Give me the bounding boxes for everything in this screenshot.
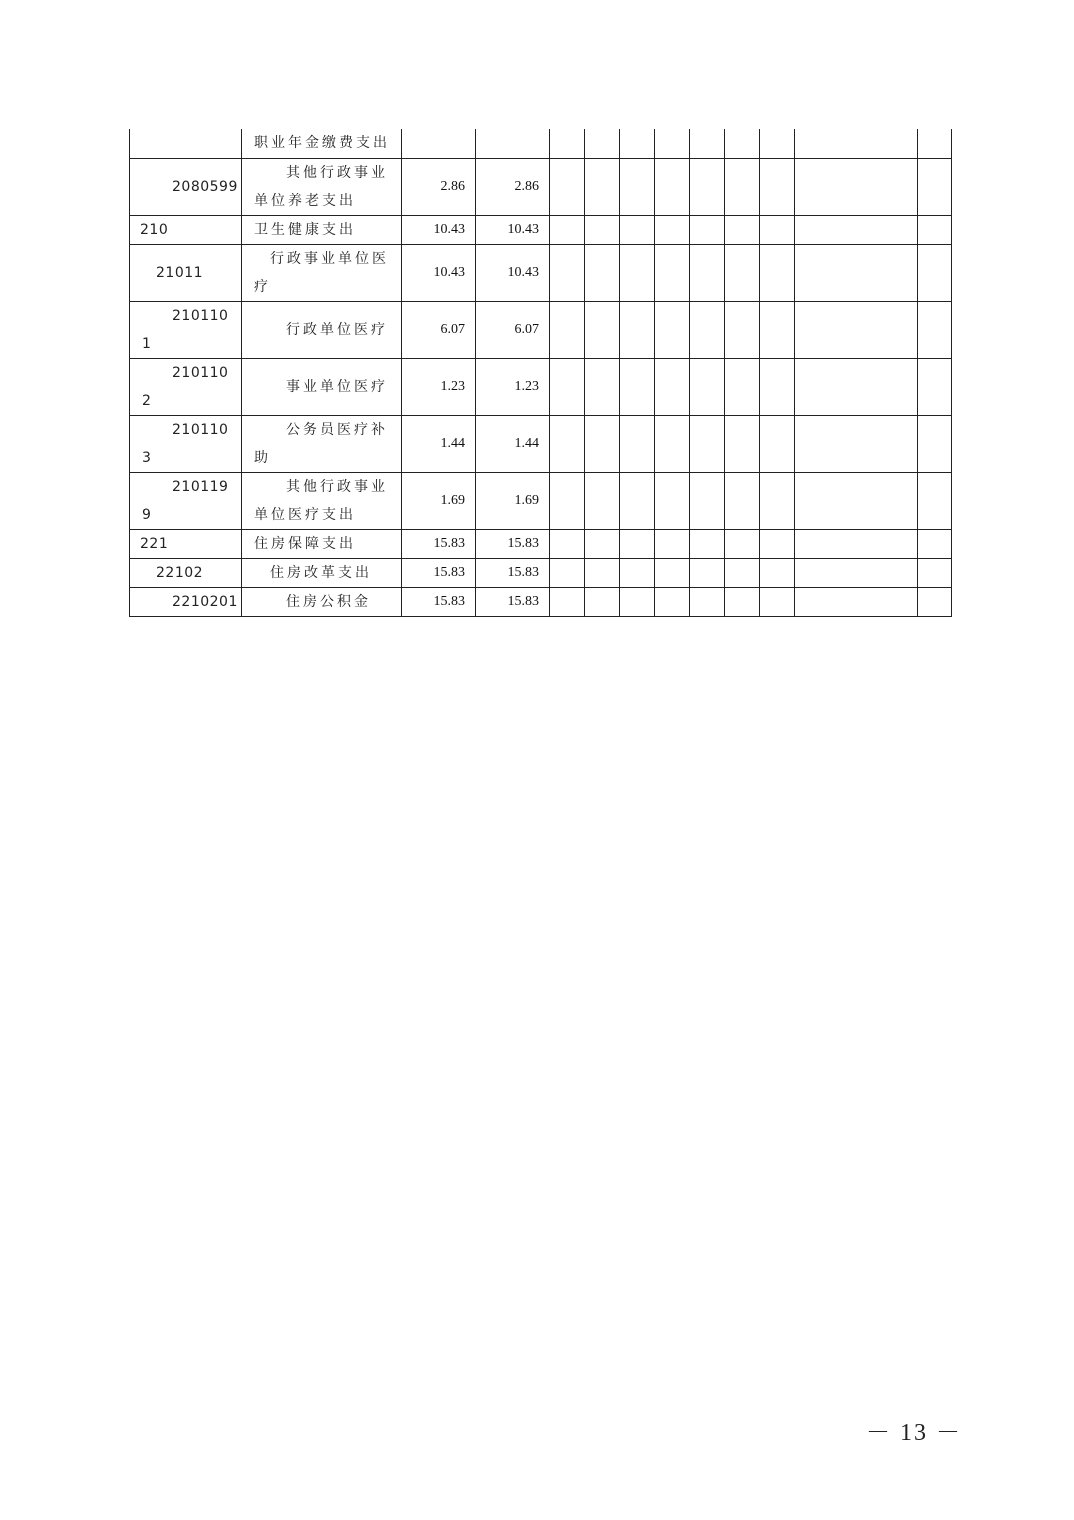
table-row [130,244,952,301]
row-value-basic: 2.86 [476,158,550,215]
row-name: 卫生健康支出 [242,215,402,244]
row-code: 22102 [130,558,242,587]
row-code: 21011 [130,244,242,301]
row-code: 210 [130,215,242,244]
table-row [130,472,952,529]
row-value-basic: 1.23 [476,358,550,415]
row-code: 210110 1 [130,301,242,358]
table-row [130,358,952,415]
row-name: 职业年金缴费支出 [242,129,402,158]
table-row [130,301,952,358]
row-name: 住房保障支出 [242,529,402,558]
row-value-total: 1.23 [402,358,476,415]
row-value-basic: 15.83 [476,558,550,587]
table-row [130,558,952,587]
row-name: 住房公积金 [242,587,402,616]
row-name: 公务员医疗补 助 [242,415,402,472]
row-value-basic: 1.69 [476,472,550,529]
row-value-total: 2.86 [402,158,476,215]
row-value-basic: 15.83 [476,529,550,558]
row-name: 其他行政事业 单位医疗支出 [242,472,402,529]
row-value-basic: 1.44 [476,415,550,472]
row-code: 210119 9 [130,472,242,529]
row-code: 2080599 [130,158,242,215]
table-row [130,415,952,472]
row-value-basic [476,129,550,158]
table-row [130,529,952,558]
row-value-basic: 6.07 [476,301,550,358]
row-value-basic: 10.43 [476,244,550,301]
row-value-total: 10.43 [402,215,476,244]
budget-expenditure-table [129,129,952,617]
table-row [130,129,952,158]
row-value-total: 15.83 [402,529,476,558]
row-code: 210110 3 [130,415,242,472]
row-name: 其他行政事业 单位养老支出 [242,158,402,215]
page-number: － 13 － [866,1420,962,1446]
row-value-total: 1.69 [402,472,476,529]
table-row [130,215,952,244]
row-code: 221 [130,529,242,558]
row-value-total: 10.43 [402,244,476,301]
row-code [130,129,242,158]
table-row [130,158,952,215]
row-code: 2210201 [130,587,242,616]
row-name: 行政单位医疗 [242,301,402,358]
row-name: 行政事业单位医 疗 [242,244,402,301]
row-value-total: 1.44 [402,415,476,472]
row-value-total: 6.07 [402,301,476,358]
row-name: 事业单位医疗 [242,358,402,415]
row-code: 210110 2 [130,358,242,415]
row-value-total: 15.83 [402,587,476,616]
row-value-total [402,129,476,158]
row-value-basic: 10.43 [476,215,550,244]
row-name: 住房改革支出 [242,558,402,587]
table-row [130,587,952,616]
row-value-total: 15.83 [402,558,476,587]
row-value-basic: 15.83 [476,587,550,616]
